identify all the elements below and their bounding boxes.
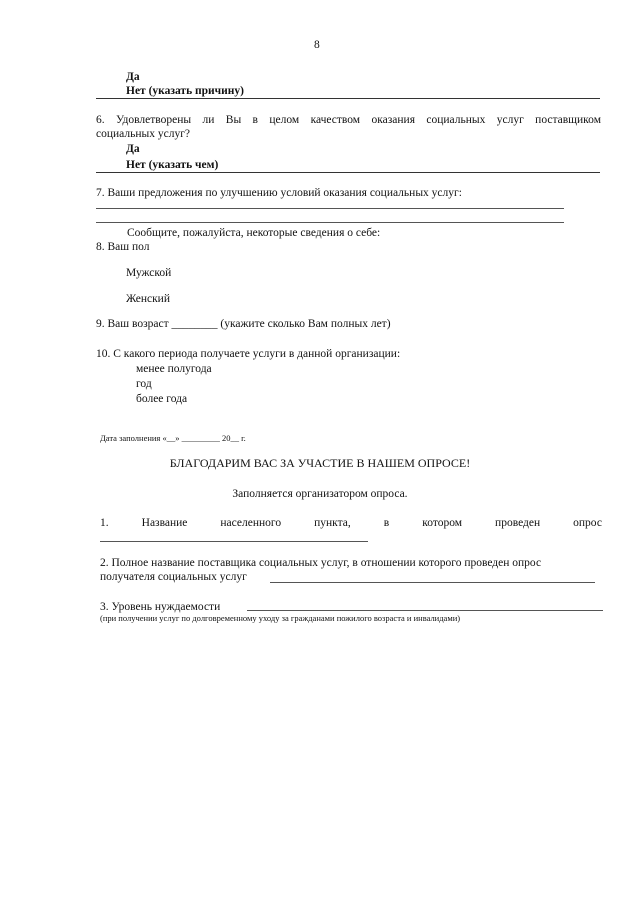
o1-word: Название [141,517,188,529]
q6-question-line1: 6. Удовлетворены ли Вы в целом качеством оказания социальных услуг поставщиком [96,114,601,126]
q9-question [96,317,391,331]
o1-word: проведен [495,517,541,529]
q8-option-female[interactable]: Женский [126,293,170,305]
o1-settlement-label [100,516,602,530]
o3-answer-line[interactable] [247,610,603,611]
q9-hint: (укажите сколько Вам полных лет) [220,318,391,330]
q5-option-no: Нет (указать причину) [126,85,244,97]
o3-need-level-label: 3. Уровень нуждаемости [100,601,221,613]
page-number: 8 [314,39,320,51]
q7-answer-line-1[interactable] [96,208,564,209]
thank-you-heading: БЛАГОДАРИМ ВАС ЗА УЧАСТИЕ В НАШЕМ ОПРОСЕ! [169,456,471,470]
q7-question: 7. Ваши предложения по улучшению условий оказания социальных услуг: [96,187,462,199]
q10-option-year[interactable]: год [136,378,152,390]
q9-label: 9. Ваш возраст [96,318,169,330]
fill-date[interactable]: Дата заполнения «__» _________ 20__ г. [100,433,246,443]
q10-question: 10. С какого периода получаете услуги в данной организации: [96,348,401,360]
q5-answer-line[interactable] [96,98,600,99]
o2-provider-label-line2: получателя социальных услуг [100,571,247,583]
q6-answer-line[interactable] [96,172,600,173]
q6-option-no: Нет (указать чем) [126,159,219,171]
o1-word: пункта, [314,517,351,529]
q10-option-half-year[interactable]: менее полугода [136,363,212,375]
o1-answer-line[interactable] [100,541,368,542]
o1-word: в [383,517,390,529]
organizer-section-title: Заполняется организатором опроса. [232,488,408,500]
o3-note: (при получении услуг по долговременному уходу за гражданами пожилого возраста и инвалидами) [100,613,461,623]
personal-info-intro: Сообщите, пожалуйста, некоторые сведения о себе: [127,227,381,239]
o1-word: населенного [220,517,282,529]
o1-word: котором [422,517,463,529]
o1-word: опрос [573,517,602,529]
q9-age-blank[interactable]: ________ [171,318,218,330]
q7-answer-line-2[interactable] [96,222,564,223]
o2-answer-line[interactable] [270,582,595,583]
o2-provider-label-line1: 2. Полное название поставщика социальных услуг, в отношении которого проведен опрос [100,557,542,569]
q8-option-male[interactable]: Мужской [126,267,172,279]
q8-question: 8. Ваш пол [96,241,150,253]
q6-option-yes: Да [126,143,140,155]
q6-question-line2: социальных услуг? [96,128,191,140]
q5-option-yes: Да [126,71,140,83]
o1-word: 1. [100,517,109,529]
q10-option-more-year[interactable]: более года [136,393,188,405]
